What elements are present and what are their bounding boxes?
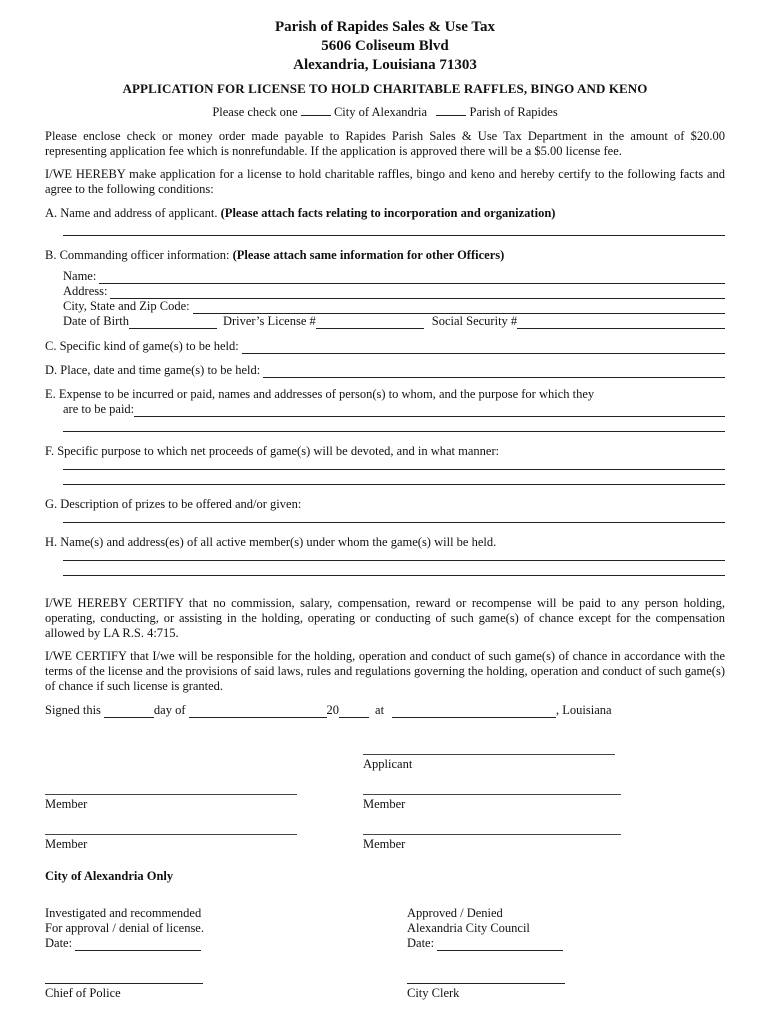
signature-block [45,732,725,852]
agency-header [45,18,725,75]
section-e-field[interactable] [134,405,725,417]
officer-dl-field[interactable] [316,317,424,329]
officer-address-label: Address: [63,284,108,298]
day-of-label: day of [153,703,186,717]
section-c-label: C. Specific kind of game(s) to be held: [45,339,239,353]
signed-year-field[interactable] [339,706,369,718]
member-1-label: Member [45,797,88,811]
check-city-label: City of Alexandria [333,105,427,119]
member-3-signature-line[interactable] [45,812,297,835]
clerk-signature-line[interactable] [407,969,565,984]
approval-denial-label: For approval / denial of license. [45,921,204,935]
officer-city-label: City, State and Zip Code: [63,299,190,313]
signed-row [45,703,725,718]
section-g-label: G. Description of prizes to be offered and/or given: [45,497,302,511]
section-c [45,339,725,354]
city-only-heading: City of Alexandria Only [45,869,174,883]
jurisdiction-check [45,104,725,120]
applicant-signature-line[interactable] [363,732,615,755]
check-parish-label: Parish of Rapides [469,105,558,119]
certify-paragraph-2: I/WE CERTIFY that I/we will be responsible for the holding, operation and conduct of such game(s) of chance in accordance with the terms of the license and the provisions of said laws, rules and regulations governing the holding, operation and conduct of such game(s) of chance if such license is granted. [45,649,725,693]
certify-paragraph-1: I/WE HEREBY CERTIFY that no commission, salary, compensation, reward or recompense will be paid to any person holding, operating, conducting, or assisting in the holding, operating or conducting of such game(s) of chance except for the compensation allowed by LA R.S. 4:715. [45,596,725,640]
section-g [45,497,725,523]
chief-date-label: Date: [45,936,73,950]
member-2-label: Member [363,797,406,811]
section-c-field[interactable] [242,342,725,354]
section-a-line[interactable] [63,221,725,236]
agency-street: 5606 Coliseum Blvd [321,38,449,54]
louisiana-label: , Louisiana [556,703,612,717]
officer-address-row [63,284,725,299]
approved-denied-label: Approved / Denied [407,906,503,920]
officer-dob-field[interactable] [129,317,217,329]
officer-name-field[interactable] [99,272,725,284]
applicant-label: Applicant [363,757,413,771]
section-a [45,206,725,236]
section-a-label: A. Name and address of applicant. [45,206,218,220]
member-2-signature-line[interactable] [363,772,621,795]
section-e [45,387,725,432]
member-3-label: Member [45,837,88,851]
officer-dl-label: Driver’s License # [222,314,316,328]
check-parish-blank[interactable] [436,104,466,116]
section-h-label: H. Name(s) and address(es) of all active member(s) under whom the game(s) will be held. [45,535,497,549]
section-d-label: D. Place, date and time game(s) to be held: [45,363,261,377]
signed-month-field[interactable] [189,706,327,718]
section-b-note: (Please attach same information for other Officers) [232,248,505,262]
section-b-label: B. Commanding officer information: [45,248,230,262]
license-application-form [45,18,725,1001]
chief-signature-line[interactable] [45,969,203,984]
member-4-label: Member [363,837,406,851]
officer-ids-row [63,314,725,329]
agency-name: Parish of Rapides Sales & Use Tax [274,19,496,35]
officer-name-row [63,269,725,284]
signed-this-label: Signed this [45,703,101,717]
section-h-line-1[interactable] [63,550,725,561]
city-approval-block [45,906,725,1001]
member-1-signature-line[interactable] [45,772,297,795]
section-h-line-2[interactable] [63,561,725,576]
signed-day-field[interactable] [104,706,154,718]
officer-ss-label: Social Security # [431,314,518,328]
member-4-signature-line[interactable] [363,812,621,835]
section-f-line-2[interactable] [63,470,725,485]
officer-dob-label: Date of Birth [63,314,129,328]
section-d-field[interactable] [263,366,725,378]
agency-city: Alexandria, Louisiana 71303 [293,57,477,73]
year-prefix-label: 20 [326,703,340,717]
check-prefix: Please check one [212,105,298,119]
form-title: APPLICATION FOR LICENSE TO HOLD CHARITABLE RAFFLES, BINGO AND KENO [122,81,648,96]
city-clerk-label: City Clerk [407,986,460,1000]
officer-ss-field[interactable] [517,317,725,329]
investigated-label: Investigated and recommended [45,906,202,920]
section-a-note: (Please attach facts relating to incorporation and organization) [220,206,556,220]
intro-paragraph: I/WE HEREBY make application for a license to hold charitable raffles, bingo and keno and hereby certify to the following facts and agree to the following conditions: [45,167,725,196]
officer-name-label: Name: [63,269,97,283]
section-d [45,363,725,378]
section-f-label: F. Specific purpose to which net proceeds of game(s) will be devoted, and in what manner: [45,444,500,458]
at-label: at [375,703,385,717]
officer-address-field[interactable] [110,287,725,299]
section-b [45,248,725,329]
clerk-date-field[interactable] [437,939,563,951]
city-council-label: Alexandria City Council [407,921,530,935]
clerk-date-label: Date: [407,936,435,950]
section-f [45,444,725,485]
signed-place-field[interactable] [392,706,556,718]
officer-city-row [63,299,725,314]
chief-date-field[interactable] [75,939,201,951]
section-h [45,535,725,576]
check-city-blank[interactable] [301,104,331,116]
fee-paragraph: Please enclose check or money order made payable to Rapides Parish Sales & Use Tax Department in the amount of $20.00 representing application fee which is nonrefundable. If the application is approved there will be a $5.00 license fee. [45,129,725,158]
chief-of-police-label: Chief of Police [45,986,121,1000]
section-g-line[interactable] [63,512,725,523]
officer-city-field[interactable] [193,302,725,314]
section-e-label-cont: are to be paid: [63,402,135,416]
section-f-line-1[interactable] [63,459,725,470]
section-e-label: E. Expense to be incurred or paid, names and addresses of person(s) to whom, and the purpose for which they [45,387,595,401]
section-e-line-2[interactable] [63,417,725,432]
